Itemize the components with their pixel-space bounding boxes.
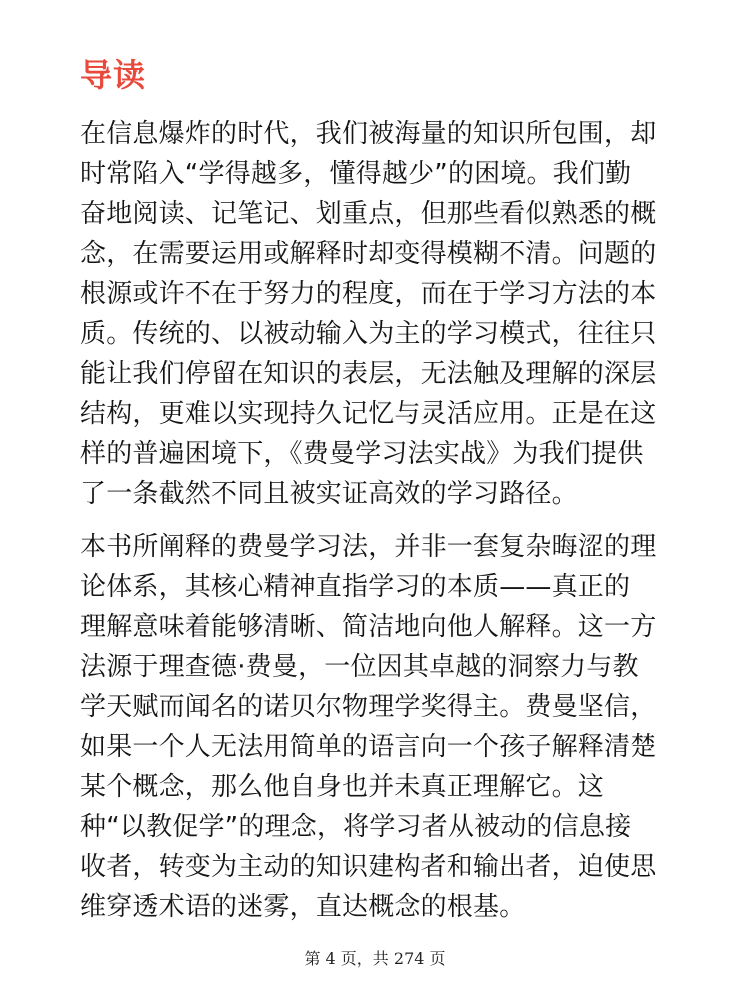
text-line: 念，在需要运用或解释时却变得模糊不清。问题的 — [80, 239, 657, 269]
text-line: 根源或许不在于努力的程度，而在于学习方法的本 — [80, 279, 657, 309]
text-line: 如果一个人无法用简单的语言向一个孩子解释清楚 — [80, 732, 657, 762]
section-heading: 导读 — [80, 56, 147, 94]
paragraph — [80, 527, 680, 927]
paragraph — [80, 114, 680, 514]
text-line: 理解意味着能够清晰、简洁地向他人解释。这一方 — [80, 612, 657, 642]
text-line: 在信息爆炸的时代，我们被海量的知识所包围，却 — [80, 119, 657, 149]
text-line: 收者，转变为主动的知识建构者和输出者，迫使思 — [80, 852, 657, 882]
body-text — [80, 114, 680, 927]
text-line: 法源于理查德·费曼，一位因其卓越的洞察力与教 — [80, 652, 639, 682]
page-number: 第 4 页，共 274 页 — [304, 949, 446, 968]
text-line: 某个概念，那么他自身也并未真正理解它。这 — [80, 772, 605, 802]
text-line: 本书所阐释的费曼学习法，并非一套复杂晦涩的理 — [80, 532, 657, 562]
text-line: 论体系，其核心精神直指学习的本质——真正的 — [80, 572, 631, 602]
text-line: 学天赋而闻名的诺贝尔物理学奖得主。费曼坚信， — [80, 692, 657, 722]
text-line: 时常陷入“学得越多，懂得越少”的困境。我们勤 — [80, 159, 632, 189]
text-line: 种“以教促学”的理念，将学习者从被动的信息接 — [80, 812, 632, 842]
text-line: 奋地阅读、记笔记、划重点，但那些看似熟悉的概 — [80, 199, 657, 229]
text-line: 结构，更难以实现持久记忆与灵活应用。正是在这 — [80, 399, 657, 429]
text-line: 样的普遍困境下，《费曼学习法实战》为我们提供 — [80, 439, 644, 469]
text-line: 了一条截然不同且被实证高效的学习路径。 — [80, 479, 578, 509]
text-line: 维穿透术语的迷雾，直达概念的根基。 — [80, 892, 526, 922]
text-line: 能让我们停留在知识的表层，无法触及理解的深层 — [80, 359, 657, 389]
text-line: 质。传统的、以被动输入为主的学习模式，往往只 — [80, 319, 657, 349]
